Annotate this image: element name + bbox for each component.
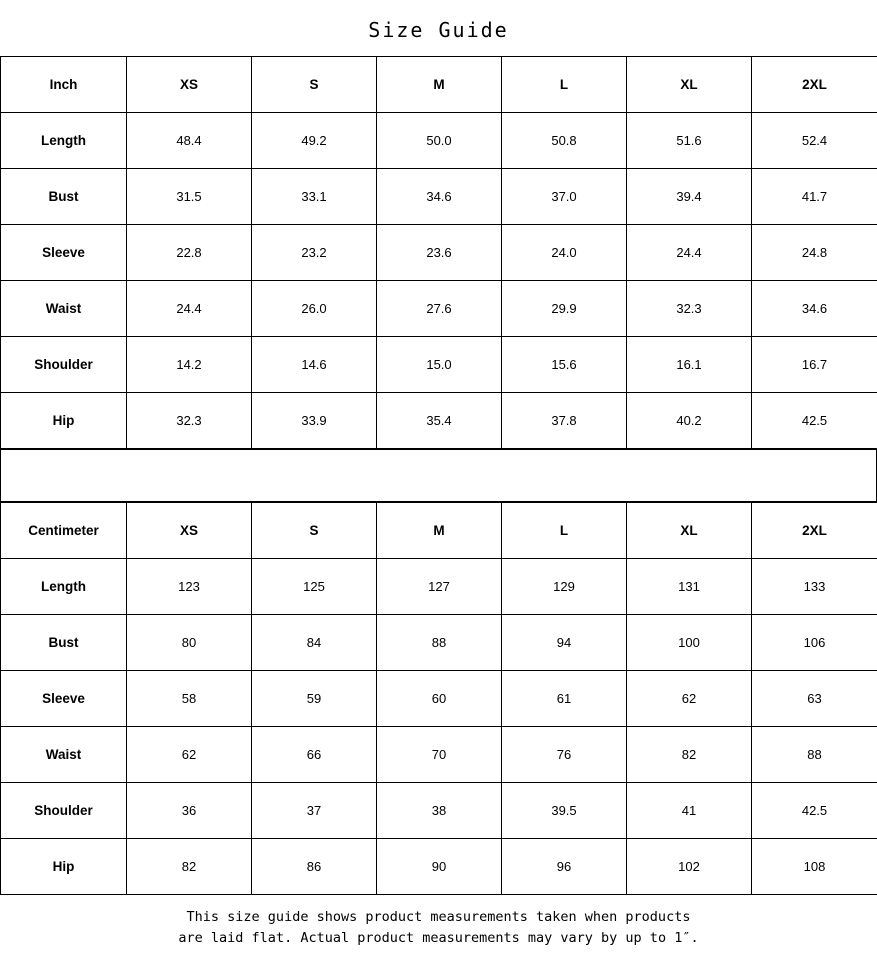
cell-hip-xs: 32.3 [127,393,252,449]
cell-shoulder-l: 15.6 [502,337,627,393]
cell-length-s: 125 [252,559,377,615]
cell-bust-xl: 100 [627,615,752,671]
size-header-l: L [502,503,627,559]
table-row [1,113,877,169]
cell-length-xl: 51.6 [627,113,752,169]
cell-waist-2xl: 88 [752,727,877,783]
cell-length-s: 49.2 [252,113,377,169]
size-header-xs: XS [127,57,252,113]
cell-hip-s: 86 [252,839,377,895]
size-header-m: M [377,503,502,559]
cell-length-xs: 123 [127,559,252,615]
cell-bust-xs: 80 [127,615,252,671]
cell-shoulder-2xl: 16.7 [752,337,877,393]
unit-header-centimeter: Centimeter [1,503,127,559]
row-label-bust: Bust [1,169,127,225]
cell-bust-m: 34.6 [377,169,502,225]
cell-bust-xl: 39.4 [627,169,752,225]
cell-bust-xs: 31.5 [127,169,252,225]
table-row [1,169,877,225]
cell-waist-m: 27.6 [377,281,502,337]
cell-sleeve-s: 23.2 [252,225,377,281]
size-header-xs: XS [127,503,252,559]
row-label-length: Length [1,559,127,615]
size-header-l: L [502,57,627,113]
row-label-shoulder: Shoulder [1,783,127,839]
row-label-shoulder: Shoulder [1,337,127,393]
cell-sleeve-xs: 22.8 [127,225,252,281]
cell-waist-m: 70 [377,727,502,783]
cell-sleeve-xs: 58 [127,671,252,727]
cell-hip-m: 35.4 [377,393,502,449]
cell-waist-l: 76 [502,727,627,783]
table-row [1,559,877,615]
unit-header-inch: Inch [1,57,127,113]
size-header-m: M [377,57,502,113]
cell-length-xs: 48.4 [127,113,252,169]
cell-hip-m: 90 [377,839,502,895]
cell-length-xl: 131 [627,559,752,615]
cell-sleeve-2xl: 24.8 [752,225,877,281]
cell-shoulder-xs: 14.2 [127,337,252,393]
size-header-s: S [252,57,377,113]
cell-sleeve-m: 23.6 [377,225,502,281]
table-row [1,727,877,783]
cell-sleeve-xl: 62 [627,671,752,727]
row-label-sleeve: Sleeve [1,671,127,727]
centimeter-size-table [0,502,877,895]
table-row [1,393,877,449]
cell-shoulder-xl: 41 [627,783,752,839]
row-label-hip: Hip [1,393,127,449]
cell-bust-l: 94 [502,615,627,671]
cell-shoulder-s: 37 [252,783,377,839]
cell-hip-xl: 102 [627,839,752,895]
table-row [1,839,877,895]
table-header-row [1,503,877,559]
table-row [1,337,877,393]
row-label-bust: Bust [1,615,127,671]
cell-bust-s: 33.1 [252,169,377,225]
cell-shoulder-m: 15.0 [377,337,502,393]
cell-bust-s: 84 [252,615,377,671]
table-row [1,615,877,671]
cell-shoulder-xl: 16.1 [627,337,752,393]
cell-hip-s: 33.9 [252,393,377,449]
cell-waist-l: 29.9 [502,281,627,337]
cell-shoulder-l: 39.5 [502,783,627,839]
cell-length-l: 129 [502,559,627,615]
row-label-length: Length [1,113,127,169]
cell-waist-s: 66 [252,727,377,783]
cell-sleeve-2xl: 63 [752,671,877,727]
table-row [1,783,877,839]
cell-length-2xl: 133 [752,559,877,615]
cell-bust-l: 37.0 [502,169,627,225]
size-header-s: S [252,503,377,559]
cell-sleeve-s: 59 [252,671,377,727]
cell-length-m: 50.0 [377,113,502,169]
cell-sleeve-l: 61 [502,671,627,727]
cell-sleeve-l: 24.0 [502,225,627,281]
cell-waist-xl: 82 [627,727,752,783]
cell-waist-xs: 24.4 [127,281,252,337]
row-label-waist: Waist [1,281,127,337]
table-row [1,671,877,727]
footnote-line-1: This size guide shows product measurements taken when products [186,909,691,925]
size-header-2xl: 2XL [752,503,877,559]
size-header-2xl: 2XL [752,57,877,113]
cell-waist-xs: 62 [127,727,252,783]
cell-shoulder-m: 38 [377,783,502,839]
table-separator [0,449,877,502]
inch-size-table [0,56,877,449]
footnote [0,895,877,949]
row-label-hip: Hip [1,839,127,895]
footnote-line-2: are laid flat. Actual product measurements may vary by up to 1″. [178,929,699,946]
table-row [1,281,877,337]
size-header-xl: XL [627,57,752,113]
table-row [1,225,877,281]
cell-sleeve-m: 60 [377,671,502,727]
cell-hip-xs: 82 [127,839,252,895]
cell-length-l: 50.8 [502,113,627,169]
row-label-waist: Waist [1,727,127,783]
cell-waist-2xl: 34.6 [752,281,877,337]
cell-length-2xl: 52.4 [752,113,877,169]
cell-hip-l: 37.8 [502,393,627,449]
cell-bust-2xl: 106 [752,615,877,671]
cell-waist-s: 26.0 [252,281,377,337]
page-title: Size Guide [368,18,509,42]
cell-shoulder-2xl: 42.5 [752,783,877,839]
cell-hip-2xl: 42.5 [752,393,877,449]
cell-sleeve-xl: 24.4 [627,225,752,281]
cell-shoulder-xs: 36 [127,783,252,839]
cell-hip-l: 96 [502,839,627,895]
cell-hip-2xl: 108 [752,839,877,895]
cell-waist-xl: 32.3 [627,281,752,337]
size-header-xl: XL [627,503,752,559]
cell-bust-m: 88 [377,615,502,671]
table-header-row [1,57,877,113]
cell-hip-xl: 40.2 [627,393,752,449]
cell-length-m: 127 [377,559,502,615]
cell-bust-2xl: 41.7 [752,169,877,225]
row-label-sleeve: Sleeve [1,225,127,281]
cell-shoulder-s: 14.6 [252,337,377,393]
